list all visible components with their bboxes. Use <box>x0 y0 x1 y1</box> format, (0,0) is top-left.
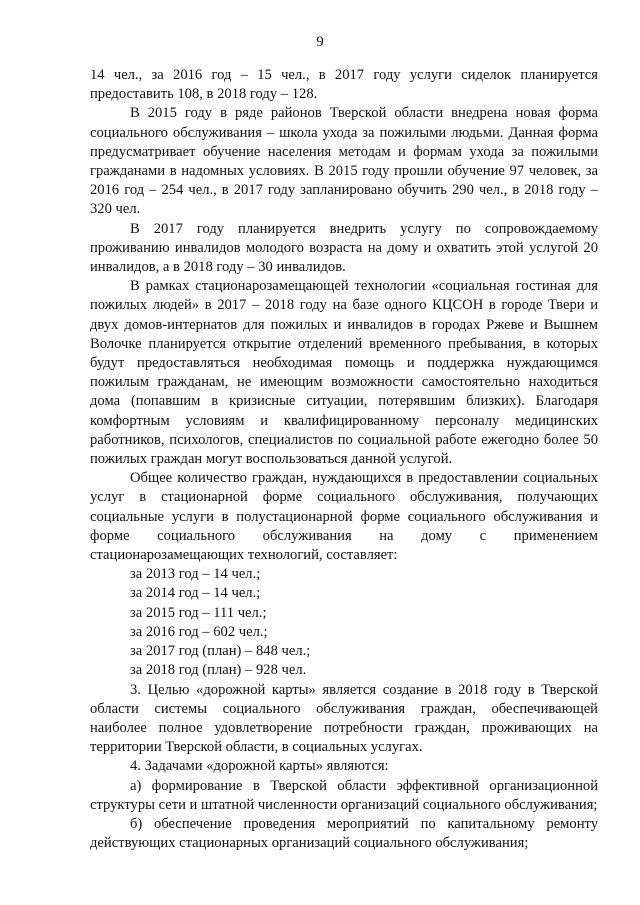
year-list-item: за 2014 год – 14 чел.; <box>130 585 261 602</box>
paragraph-task-a: а) формирование в Тверской области эффективной организационной структуры сети и штатной численности организаций социального обслуживания; <box>90 777 598 813</box>
paragraph-roadmap-tasks: 4. Задачами «дорожной карты» являются: <box>130 758 389 775</box>
paragraph-total-count: Общее количество граждан, нуждающихся в предоставлении социальных услуг в стационарной форме социального обслуживания, получающих социальные услуги в полустационарной форме социального обслуживания и форме социального обслуживания на дому с применением стационарозамещающих технологий, составляет: <box>90 470 598 564</box>
paragraph-supported-living: В 2017 году планируется внедрить услугу по сопровождаемому проживанию инвалидов молодого возраста на дому и охватить этой услугой 20 инвалидов, а в 2018 году – 30 инвалидов. <box>90 220 598 276</box>
document-body <box>90 66 598 853</box>
page-number: 9 <box>316 34 324 50</box>
year-list-item: за 2015 год – 111 чел.; <box>130 604 267 621</box>
year-list-item: за 2017 год (план) – 848 чел.; <box>130 643 311 660</box>
year-list-item: за 2016 год – 602 чел.; <box>130 623 268 640</box>
paragraph-roadmap-goal: 3. Целью «дорожной карты» является создание в 2018 году в Тверской области системы социального обслуживания граждан, обеспечивающей наиболее полное удовлетворение потребности граждан, проживающих на территории Тверской области, в социальных услугах. <box>90 681 598 756</box>
year-list-item: за 2013 год – 14 чел.; <box>130 566 261 583</box>
year-list-item: за 2018 год (план) – 928 чел. <box>130 662 307 679</box>
paragraph-sitter-services: 14 чел., за 2016 год – 15 чел., в 2017 году услуги сиделок планируется предоставить 108, в 2018 году – 128. <box>90 67 598 103</box>
paragraph-task-b: б) обеспечение проведения мероприятий по капитальному ремонту действующих стационарных организаций социального обслуживания; <box>90 815 598 852</box>
paragraph-social-lounge: В рамках стационарозамещающей технологии «социальная гостиная для пожилых людей» в 2017 – 2018 году на базе одного КЦСОН в городе Твери и двух домов-интернатов для пожилых и инвалидов в городах Ржеве и Вышнем Волочке планируется открытие отделений временного пребывания, в которых будут предоставляться необходимая помощь и поддержка нуждающимся пожилым гражданам, не имеющим возможности самостоятельно находиться дома (попавшим в кризисные ситуации, потерявшим близких). Благодаря комфортным условиям и квалифицированному персоналу медицинских работников, психологов, специалистов по социальной работе ежегодно более 50 пожилых граждан могут воспользоваться данной услугой. <box>90 278 598 468</box>
paragraph-care-school: В 2015 году в ряде районов Тверской области внедрена новая форма социального обслуживания – школа ухода за пожилыми людьми. Данная форма предусматривает обучение населения методам и формам ухода за пожилыми гражданами в надомных условиях. В 2015 году прошли обучение 97 человек, за 2016 год – 254 чел., в 2017 году запланировано обучить 290 чел., в 2018 году – 320 чел. <box>90 105 598 218</box>
